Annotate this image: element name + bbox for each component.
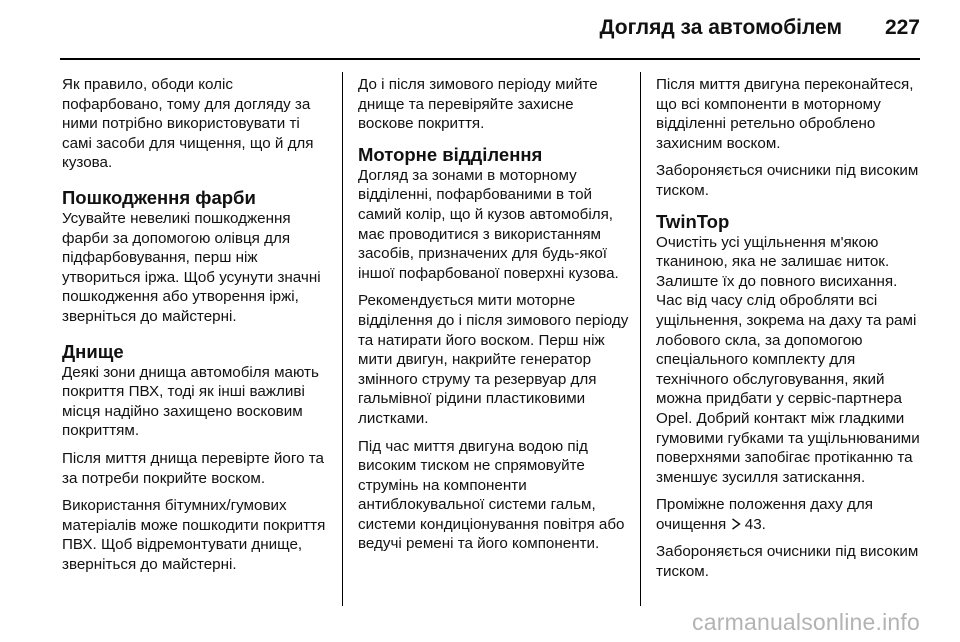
paragraph: До і після зимового періоду мийте днище та перевіряйте захисне воскове покриття. [358,76,598,133]
paragraph: Очистіть усі ущільнення м'якою тканиною, яка не залишає ниток. Залиште їх до повного висихання. Час від часу слід обробляти всі ущільнення, зокрема на даху та рамі лобового скла, за допомогою спеціального комплекту для технічного обслуговування, який можна придбати у сервіс-партнера Opel. Добрий контакт між гладкими гумовими губками та ущільнюваними поверхнями запобігає протіканню та зменшує зусилля затискання. [656,233,920,486]
paragraph: Забороняється очисники під високим тиском. [656,162,919,199]
header-divider [60,58,920,60]
paragraph: Забороняється очисники під високим тиском. [656,543,919,581]
paragraph: Догляд за зонами в моторному відділенні, пофарбованими в той самий колір, що й кузов автомобіля, має проводитися з використанням засобів, призначених для будь-якої іншої пофарбованої поверхні кузова. [358,166,619,282]
text-column-3 [656,75,926,590]
paragraph: Після миття двигуна переконайтеся, що всі компоненти в моторному відділенні ретельно оброблено захисним воском. [656,76,914,152]
paragraph: Під час миття двигуна водою під високим тиском не спрямовуйте струмінь на компоненти антиблокувальної системи гальм, системи кондиціонування повітря або ведучі ремені та його компоненти. [358,437,625,553]
paragraph: Після миття днища перевірте його та за потреби покрийте воском. [62,449,324,487]
page-number: 227 [884,16,920,39]
column-divider-2 [640,72,641,606]
paragraph: Деякі зони днища автомобіля мають покриття ПВХ, тоді як інші важливі місця надійно захищено восковим покриттям. [62,363,319,440]
paragraph-with-reference [656,495,926,534]
paragraph: Усувайте невеликі пошкодження фарби за допомогою олівця для підфарбовування, перш ніж утвориться іржа. Щоб усунути значні пошкодження або утворення іржі, зверніться до майстерні. [62,209,321,325]
paragraph-text: Проміжне положення даху для очищення [656,496,873,533]
section-heading-underbody: Днище [62,340,124,362]
column-divider-1 [342,72,343,606]
paragraph: Використання бітумних/гумових матеріалів може пошкодити покриття ПВХ. Щоб відремонтувати днище, зверніться до майстерні. [62,497,326,573]
section-heading-paint-damage: Пошкодження фарби [62,186,256,208]
page-reference-link[interactable]: 43. [744,515,766,533]
page-reference-arrow-icon [731,516,741,533]
paragraph: Рекомендується мити моторне відділення до і після зимового періоду та натирати його воском. Перш ніж мити двигун, накрийте генератор змінного струму та резервуар для гальмівної рідини пластиковими листками. [358,292,629,427]
section-heading-engine-compartment: Моторне відділення [358,143,543,165]
paragraph: Як правило, ободи коліс пофарбовано, тому для догляду за ними потрібно використовувати ті самі засоби для чищення, що й для кузова. [62,76,314,172]
watermark: carmanualsonline.info [692,609,920,635]
text-column-1 [62,75,332,582]
text-column-2 [358,75,630,562]
page-title: Догляд за автомобілем [599,16,842,39]
section-heading-twintop: TwinTop [656,210,730,232]
page-header [0,0,960,60]
